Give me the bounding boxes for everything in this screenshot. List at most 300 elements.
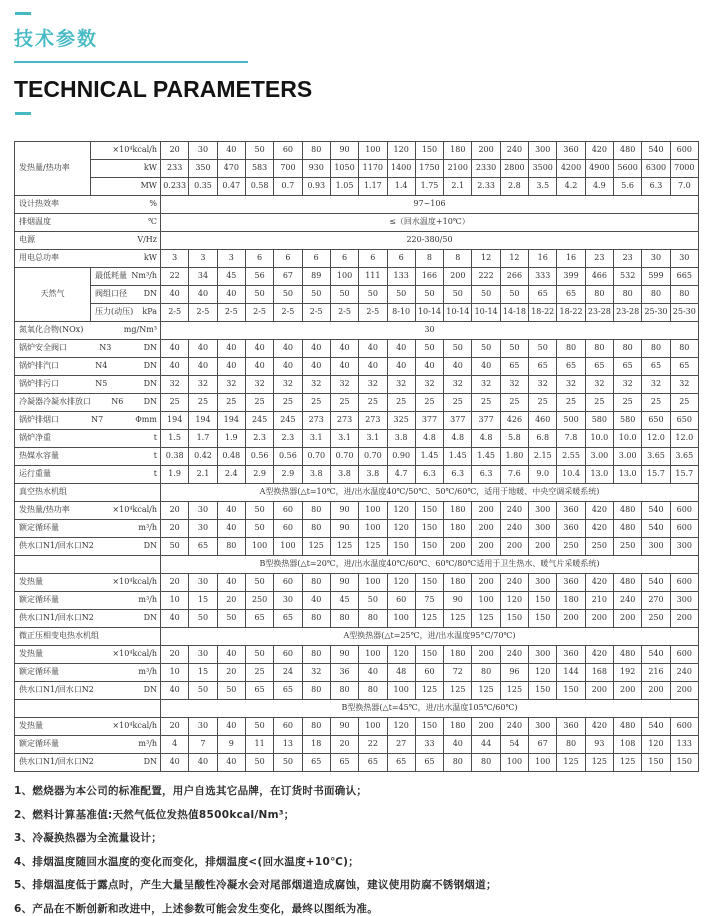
- value-cell: 50: [500, 286, 528, 304]
- label-cell: [15, 700, 161, 718]
- value-cell: 96: [500, 664, 528, 682]
- cell-text: 额定循环量: [19, 523, 59, 533]
- value-cell: 100: [359, 574, 387, 592]
- value-cell: 1.9: [161, 466, 189, 484]
- value-cell: 25: [217, 394, 245, 412]
- value-cell: 150: [642, 754, 670, 772]
- value-cell: 150: [557, 682, 585, 700]
- value-cell: 89: [302, 268, 330, 286]
- table-cell: B型换热器(△t=20℃，进/出水温度40℃/60℃、60℃/80℃适用于卫生热水、暖气片采暖系统): [161, 556, 699, 574]
- value-cell: 80: [557, 736, 585, 754]
- value-cell: 40: [217, 142, 245, 160]
- value-cell: 72: [444, 664, 472, 682]
- value-cell: 240: [500, 502, 528, 520]
- value-cell: 50: [330, 286, 358, 304]
- value-cell: 222: [472, 268, 500, 286]
- value-cell: 100: [529, 754, 557, 772]
- cell-text: 发热量: [19, 721, 43, 731]
- value-cell: 480: [614, 574, 642, 592]
- cell-text: 发热量: [19, 649, 43, 659]
- label-cell: [15, 646, 161, 664]
- value-cell: 599: [642, 268, 670, 286]
- label-cell: [15, 556, 161, 574]
- value-cell: 80: [359, 682, 387, 700]
- value-cell: 50: [444, 340, 472, 358]
- label-cell: [15, 376, 161, 394]
- value-cell: 150: [415, 502, 443, 520]
- value-cell: 12: [472, 250, 500, 268]
- value-cell: 25: [387, 394, 415, 412]
- value-cell: 233: [161, 160, 189, 178]
- cell-text: 供水口N1/回水口N2: [19, 613, 94, 623]
- value-cell: 11: [245, 736, 273, 754]
- value-cell: 5.8: [500, 430, 528, 448]
- value-cell: 360: [557, 646, 585, 664]
- value-cell: 240: [500, 646, 528, 664]
- value-cell: 27: [387, 736, 415, 754]
- value-cell: 150: [415, 142, 443, 160]
- value-cell: 125: [415, 610, 443, 628]
- value-cell: 40: [161, 610, 189, 628]
- label-cell: [15, 196, 161, 214]
- value-cell: 120: [387, 520, 415, 538]
- cell-text: t: [153, 451, 157, 461]
- label-cell: [15, 682, 161, 700]
- value-cell: 25: [359, 394, 387, 412]
- value-cell: 200: [444, 268, 472, 286]
- value-cell: 1.75: [415, 178, 443, 196]
- cell-text: 氮氧化合物(NOx): [19, 325, 84, 335]
- value-cell: 65: [245, 682, 273, 700]
- page-title-cn: 技术参数: [14, 28, 99, 50]
- value-cell: 200: [557, 610, 585, 628]
- label-cell: [15, 466, 161, 484]
- value-cell: 125: [500, 682, 528, 700]
- value-cell: 480: [614, 718, 642, 736]
- value-cell: 80: [302, 646, 330, 664]
- value-cell: 65: [500, 358, 528, 376]
- value-cell: 6: [387, 250, 415, 268]
- label-cell: [15, 394, 161, 412]
- value-cell: 192: [614, 664, 642, 682]
- cell-text: ℃: [148, 217, 157, 227]
- value-cell: 6.8: [529, 430, 557, 448]
- value-cell: 33: [415, 736, 443, 754]
- value-cell: 273: [330, 412, 358, 430]
- value-cell: 40: [274, 358, 302, 376]
- value-cell: 200: [642, 682, 670, 700]
- table-cell: 30: [161, 322, 699, 340]
- value-cell: 120: [387, 646, 415, 664]
- value-cell: 80: [585, 286, 613, 304]
- value-cell: 240: [500, 142, 528, 160]
- value-cell: 120: [387, 574, 415, 592]
- value-cell: 200: [472, 502, 500, 520]
- value-cell: 80: [302, 574, 330, 592]
- value-cell: 90: [444, 592, 472, 610]
- value-cell: 0.48: [217, 448, 245, 466]
- value-cell: 15.7: [642, 466, 670, 484]
- value-cell: 120: [387, 502, 415, 520]
- value-cell: 30: [670, 250, 698, 268]
- label-cell: [15, 412, 161, 430]
- value-cell: 3.8: [387, 430, 415, 448]
- value-cell: 100: [359, 502, 387, 520]
- value-cell: 1.80: [500, 448, 528, 466]
- value-cell: 50: [217, 682, 245, 700]
- value-cell: 40: [245, 340, 273, 358]
- table-row: [15, 358, 699, 376]
- value-cell: 25: [330, 394, 358, 412]
- cell-text: 锅炉净重: [19, 433, 51, 443]
- value-cell: 65: [585, 358, 613, 376]
- cell-text: 供水口N1/回水口N2: [19, 757, 94, 767]
- table-row: [15, 178, 699, 196]
- cell-text: %: [149, 199, 157, 209]
- value-cell: 6: [359, 250, 387, 268]
- value-cell: 50: [415, 340, 443, 358]
- value-cell: 2-5: [330, 304, 358, 322]
- value-cell: 245: [274, 412, 302, 430]
- value-cell: 10: [161, 664, 189, 682]
- value-cell: 300: [529, 646, 557, 664]
- label-cell: [15, 322, 161, 340]
- value-cell: 40: [217, 502, 245, 520]
- value-cell: 420: [585, 502, 613, 520]
- table-row: [15, 736, 699, 754]
- parameters-table-body: [15, 142, 699, 772]
- cell-text: 冷凝器冷凝水排放口: [19, 397, 91, 407]
- value-cell: 65: [529, 286, 557, 304]
- value-cell: 10-14: [415, 304, 443, 322]
- value-cell: 1400: [387, 160, 415, 178]
- value-cell: 120: [529, 664, 557, 682]
- value-cell: 25: [500, 394, 528, 412]
- value-cell: 420: [585, 646, 613, 664]
- value-cell: 150: [415, 520, 443, 538]
- value-cell: 120: [500, 592, 528, 610]
- value-cell: 2-5: [189, 304, 217, 322]
- cell-text: DN: [143, 361, 157, 371]
- value-cell: 7.6: [500, 466, 528, 484]
- value-cell: 50: [359, 592, 387, 610]
- value-cell: 1.4: [387, 178, 415, 196]
- cell-text: 锅炉排污口: [19, 379, 59, 389]
- label-cell: [15, 664, 161, 682]
- table-row: [15, 556, 699, 574]
- value-cell: 32: [302, 664, 330, 682]
- value-cell: 32: [274, 376, 302, 394]
- value-cell: 250: [614, 538, 642, 556]
- table-row: [15, 682, 699, 700]
- value-cell: 40: [189, 754, 217, 772]
- value-cell: 65: [529, 358, 557, 376]
- cell-text: 额定循环量: [19, 667, 59, 677]
- value-cell: 360: [557, 502, 585, 520]
- value-cell: 2-5: [217, 304, 245, 322]
- value-cell: 32: [557, 376, 585, 394]
- value-cell: 15: [189, 664, 217, 682]
- value-cell: 50: [359, 286, 387, 304]
- value-cell: 60: [274, 574, 302, 592]
- label-cell: [15, 736, 161, 754]
- value-cell: 200: [472, 538, 500, 556]
- value-cell: 40: [330, 340, 358, 358]
- value-cell: 40: [472, 358, 500, 376]
- table-row: [15, 538, 699, 556]
- value-cell: 240: [614, 592, 642, 610]
- cell-text: m³/h: [138, 667, 157, 677]
- value-cell: 25: [557, 394, 585, 412]
- value-cell: 133: [387, 268, 415, 286]
- value-cell: 65: [642, 358, 670, 376]
- value-cell: 266: [500, 268, 528, 286]
- value-cell: 25: [529, 394, 557, 412]
- value-cell: 40: [217, 340, 245, 358]
- value-cell: 3.5: [529, 178, 557, 196]
- value-cell: 25: [472, 394, 500, 412]
- value-cell: 125: [614, 754, 642, 772]
- value-cell: 2.1: [444, 178, 472, 196]
- value-cell: 18: [302, 736, 330, 754]
- value-cell: 32: [472, 376, 500, 394]
- cell-text: ×10⁴kcal/h: [112, 649, 157, 659]
- value-cell: 250: [585, 538, 613, 556]
- value-cell: 80: [302, 142, 330, 160]
- value-cell: 40: [217, 574, 245, 592]
- value-cell: 210: [585, 592, 613, 610]
- value-cell: 2800: [500, 160, 528, 178]
- value-cell: 420: [585, 718, 613, 736]
- value-cell: 23-28: [614, 304, 642, 322]
- value-cell: 65: [614, 358, 642, 376]
- table-row: [15, 286, 699, 304]
- value-cell: 200: [670, 610, 698, 628]
- value-cell: 3500: [529, 160, 557, 178]
- value-cell: 125: [585, 754, 613, 772]
- value-cell: 200: [472, 520, 500, 538]
- value-cell: 480: [614, 142, 642, 160]
- value-cell: 2-5: [245, 304, 273, 322]
- value-cell: 80: [302, 682, 330, 700]
- cell-text: N6: [111, 397, 124, 407]
- value-cell: 350: [189, 160, 217, 178]
- value-cell: 30: [189, 718, 217, 736]
- value-cell: 80: [642, 286, 670, 304]
- label-cell: [15, 718, 161, 736]
- value-cell: 18-22: [557, 304, 585, 322]
- value-cell: 20: [330, 736, 358, 754]
- value-cell: 7: [189, 736, 217, 754]
- value-cell: 180: [444, 520, 472, 538]
- value-cell: 25: [161, 394, 189, 412]
- value-cell: 50: [444, 286, 472, 304]
- value-cell: 420: [585, 574, 613, 592]
- value-cell: 8-10: [387, 304, 415, 322]
- value-cell: 30: [189, 520, 217, 538]
- value-cell: 40: [161, 286, 189, 304]
- value-cell: 40: [387, 358, 415, 376]
- cell-text: m³/h: [138, 595, 157, 605]
- value-cell: 50: [189, 682, 217, 700]
- label-cell: 微正压相变电热水机组: [15, 628, 161, 646]
- value-cell: 540: [642, 718, 670, 736]
- value-cell: 1.9: [217, 430, 245, 448]
- value-cell: 80: [472, 664, 500, 682]
- value-cell: 32: [161, 376, 189, 394]
- value-cell: 13: [274, 736, 302, 754]
- cell-text: kW: [143, 163, 157, 173]
- value-cell: 125: [359, 538, 387, 556]
- value-cell: 80: [330, 610, 358, 628]
- value-cell: 10.4: [557, 466, 585, 484]
- value-cell: 32: [359, 376, 387, 394]
- value-cell: 32: [245, 376, 273, 394]
- cell-text: t: [153, 469, 157, 479]
- value-cell: 144: [557, 664, 585, 682]
- value-cell: 5600: [614, 160, 642, 178]
- value-cell: 34: [189, 268, 217, 286]
- value-cell: 150: [387, 538, 415, 556]
- value-cell: 300: [529, 502, 557, 520]
- value-cell: 50: [387, 286, 415, 304]
- value-cell: 700: [274, 160, 302, 178]
- table-row: [15, 196, 699, 214]
- value-cell: 32: [585, 376, 613, 394]
- table-row: [15, 628, 699, 646]
- value-cell: 54: [500, 736, 528, 754]
- value-cell: 300: [529, 520, 557, 538]
- value-cell: 194: [217, 412, 245, 430]
- value-cell: 2.4: [217, 466, 245, 484]
- value-cell: 80: [670, 340, 698, 358]
- value-cell: 90: [330, 718, 358, 736]
- value-cell: 65: [330, 754, 358, 772]
- table-row: [15, 466, 699, 484]
- value-cell: 2.8: [500, 178, 528, 196]
- value-cell: 6: [330, 250, 358, 268]
- value-cell: 60: [274, 142, 302, 160]
- table-row: [15, 412, 699, 430]
- value-cell: 65: [557, 286, 585, 304]
- value-cell: 250: [642, 610, 670, 628]
- value-cell: 125: [302, 538, 330, 556]
- value-cell: 9.0: [529, 466, 557, 484]
- value-cell: 6: [245, 250, 273, 268]
- table-cell: ≤（回水温度+10℃）: [161, 214, 699, 232]
- value-cell: 93: [585, 736, 613, 754]
- value-cell: 60: [274, 502, 302, 520]
- value-cell: 125: [330, 538, 358, 556]
- value-cell: 1.45: [472, 448, 500, 466]
- cell-text: ×10⁴kcal/h: [112, 145, 157, 155]
- value-cell: 180: [444, 574, 472, 592]
- value-cell: 120: [387, 718, 415, 736]
- note-item: 1、燃烧器为本公司的标准配置，用户自选其它品牌，在订货时书面确认；: [14, 785, 368, 797]
- value-cell: 32: [415, 376, 443, 394]
- value-cell: 7.8: [557, 430, 585, 448]
- value-cell: 399: [557, 268, 585, 286]
- value-cell: 0.90: [387, 448, 415, 466]
- value-cell: 1170: [359, 160, 387, 178]
- value-cell: 150: [529, 682, 557, 700]
- value-cell: 360: [557, 520, 585, 538]
- label-cell: [15, 592, 161, 610]
- value-cell: 0.7: [274, 178, 302, 196]
- table-row: [15, 232, 699, 250]
- cell-text: 阀组口径: [95, 289, 127, 299]
- value-cell: 80: [330, 682, 358, 700]
- value-cell: 50: [529, 340, 557, 358]
- value-cell: 300: [670, 538, 698, 556]
- value-cell: 12: [500, 250, 528, 268]
- cell-text: 运行重量: [19, 469, 51, 479]
- value-cell: 150: [415, 646, 443, 664]
- value-cell: 23-28: [585, 304, 613, 322]
- cell-text: 供水口N1/回水口N2: [19, 541, 94, 551]
- cell-text: 额定循环量: [19, 595, 59, 605]
- value-cell: 22: [359, 736, 387, 754]
- value-cell: 540: [642, 574, 670, 592]
- value-cell: 300: [529, 718, 557, 736]
- value-cell: 30: [189, 502, 217, 520]
- value-cell: 90: [330, 574, 358, 592]
- value-cell: 65: [415, 754, 443, 772]
- value-cell: 3.00: [614, 448, 642, 466]
- value-cell: 600: [670, 718, 698, 736]
- value-cell: 200: [585, 682, 613, 700]
- table-cell: [91, 178, 161, 196]
- value-cell: 100: [245, 538, 273, 556]
- value-cell: 7.0: [670, 178, 698, 196]
- value-cell: 18-22: [529, 304, 557, 322]
- value-cell: 200: [472, 718, 500, 736]
- value-cell: 150: [500, 610, 528, 628]
- value-cell: 600: [670, 142, 698, 160]
- value-cell: 50: [245, 520, 273, 538]
- value-cell: 80: [472, 754, 500, 772]
- value-cell: 0.56: [245, 448, 273, 466]
- value-cell: 50: [245, 718, 273, 736]
- value-cell: 0.56: [274, 448, 302, 466]
- value-cell: 40: [217, 718, 245, 736]
- value-cell: 13.0: [585, 466, 613, 484]
- value-cell: 150: [670, 754, 698, 772]
- value-cell: 40: [359, 340, 387, 358]
- value-cell: 200: [529, 538, 557, 556]
- value-cell: 80: [614, 340, 642, 358]
- value-cell: 40: [302, 592, 330, 610]
- value-cell: 125: [472, 682, 500, 700]
- value-cell: 22: [161, 268, 189, 286]
- value-cell: 100: [359, 646, 387, 664]
- value-cell: 65: [302, 754, 330, 772]
- value-cell: 600: [670, 574, 698, 592]
- value-cell: 9: [217, 736, 245, 754]
- value-cell: 3: [161, 250, 189, 268]
- value-cell: 200: [670, 682, 698, 700]
- table-cell: 97~106: [161, 196, 699, 214]
- value-cell: 133: [670, 736, 698, 754]
- value-cell: 20: [217, 664, 245, 682]
- value-cell: 168: [585, 664, 613, 682]
- value-cell: 6: [274, 250, 302, 268]
- value-cell: 20: [161, 502, 189, 520]
- value-cell: 650: [670, 412, 698, 430]
- value-cell: 25-30: [670, 304, 698, 322]
- table-row: [15, 718, 699, 736]
- value-cell: 3: [189, 250, 217, 268]
